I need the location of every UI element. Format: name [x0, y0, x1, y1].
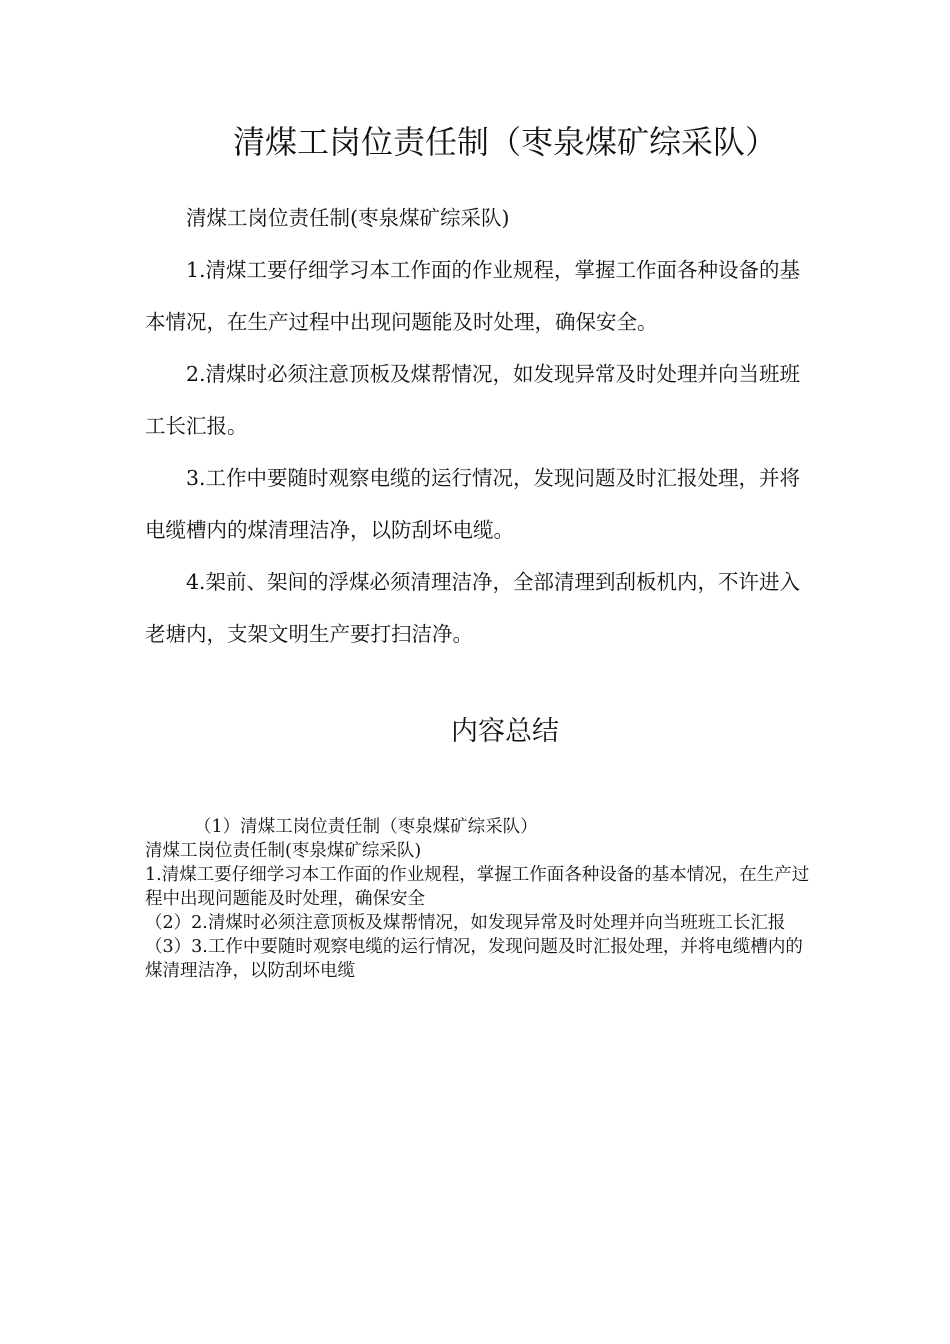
body-paragraph: 4.架前、架间的浮煤必须清理洁净，全部清理到刮板机内，不许进入老塘内，支架文明生产要打扫洁净。 [145, 570, 801, 646]
summary-section [145, 815, 810, 983]
summary-line: 清煤工岗位责任制(枣泉煤矿综采队) [145, 841, 422, 861]
summary-heading: 内容总结 [451, 716, 559, 747]
body-paragraph: 3.工作中要随时观察电缆的运行情况，发现问题及时汇报处理，并将电缆槽内的煤清理洁净，以防刮坏电缆。 [145, 466, 801, 542]
document-title: 清煤工岗位责任制（枣泉煤矿综采队） [232, 123, 777, 161]
body-paragraph: 2.清煤时必须注意顶板及煤帮情况，如发现异常及时处理并向当班班工长汇报。 [145, 362, 801, 438]
summary-line: 1.清煤工要仔细学习本工作面的作业规程，掌握工作面各种设备的基本情况，在生产过程中出现问题能及时处理，确保安全 [145, 865, 810, 909]
document-body [145, 192, 805, 660]
summary-line: （1）清煤工岗位责任制（枣泉煤矿综采队） [194, 817, 538, 837]
summary-line: （3）3.工作中要随时观察电缆的运行情况，发现问题及时汇报处理，并将电缆槽内的煤清理洁净，以防刮坏电缆 [145, 937, 803, 981]
summary-line: （2）2.清煤时必须注意顶板及煤帮情况，如发现异常及时处理并向当班班工长汇报 [145, 913, 786, 933]
body-paragraph: 清煤工岗位责任制(枣泉煤矿综采队) [186, 206, 510, 230]
body-paragraph: 1.清煤工要仔细学习本工作面的作业规程，掌握工作面各种设备的基本情况，在生产过程中出现问题能及时处理，确保安全。 [145, 258, 801, 334]
